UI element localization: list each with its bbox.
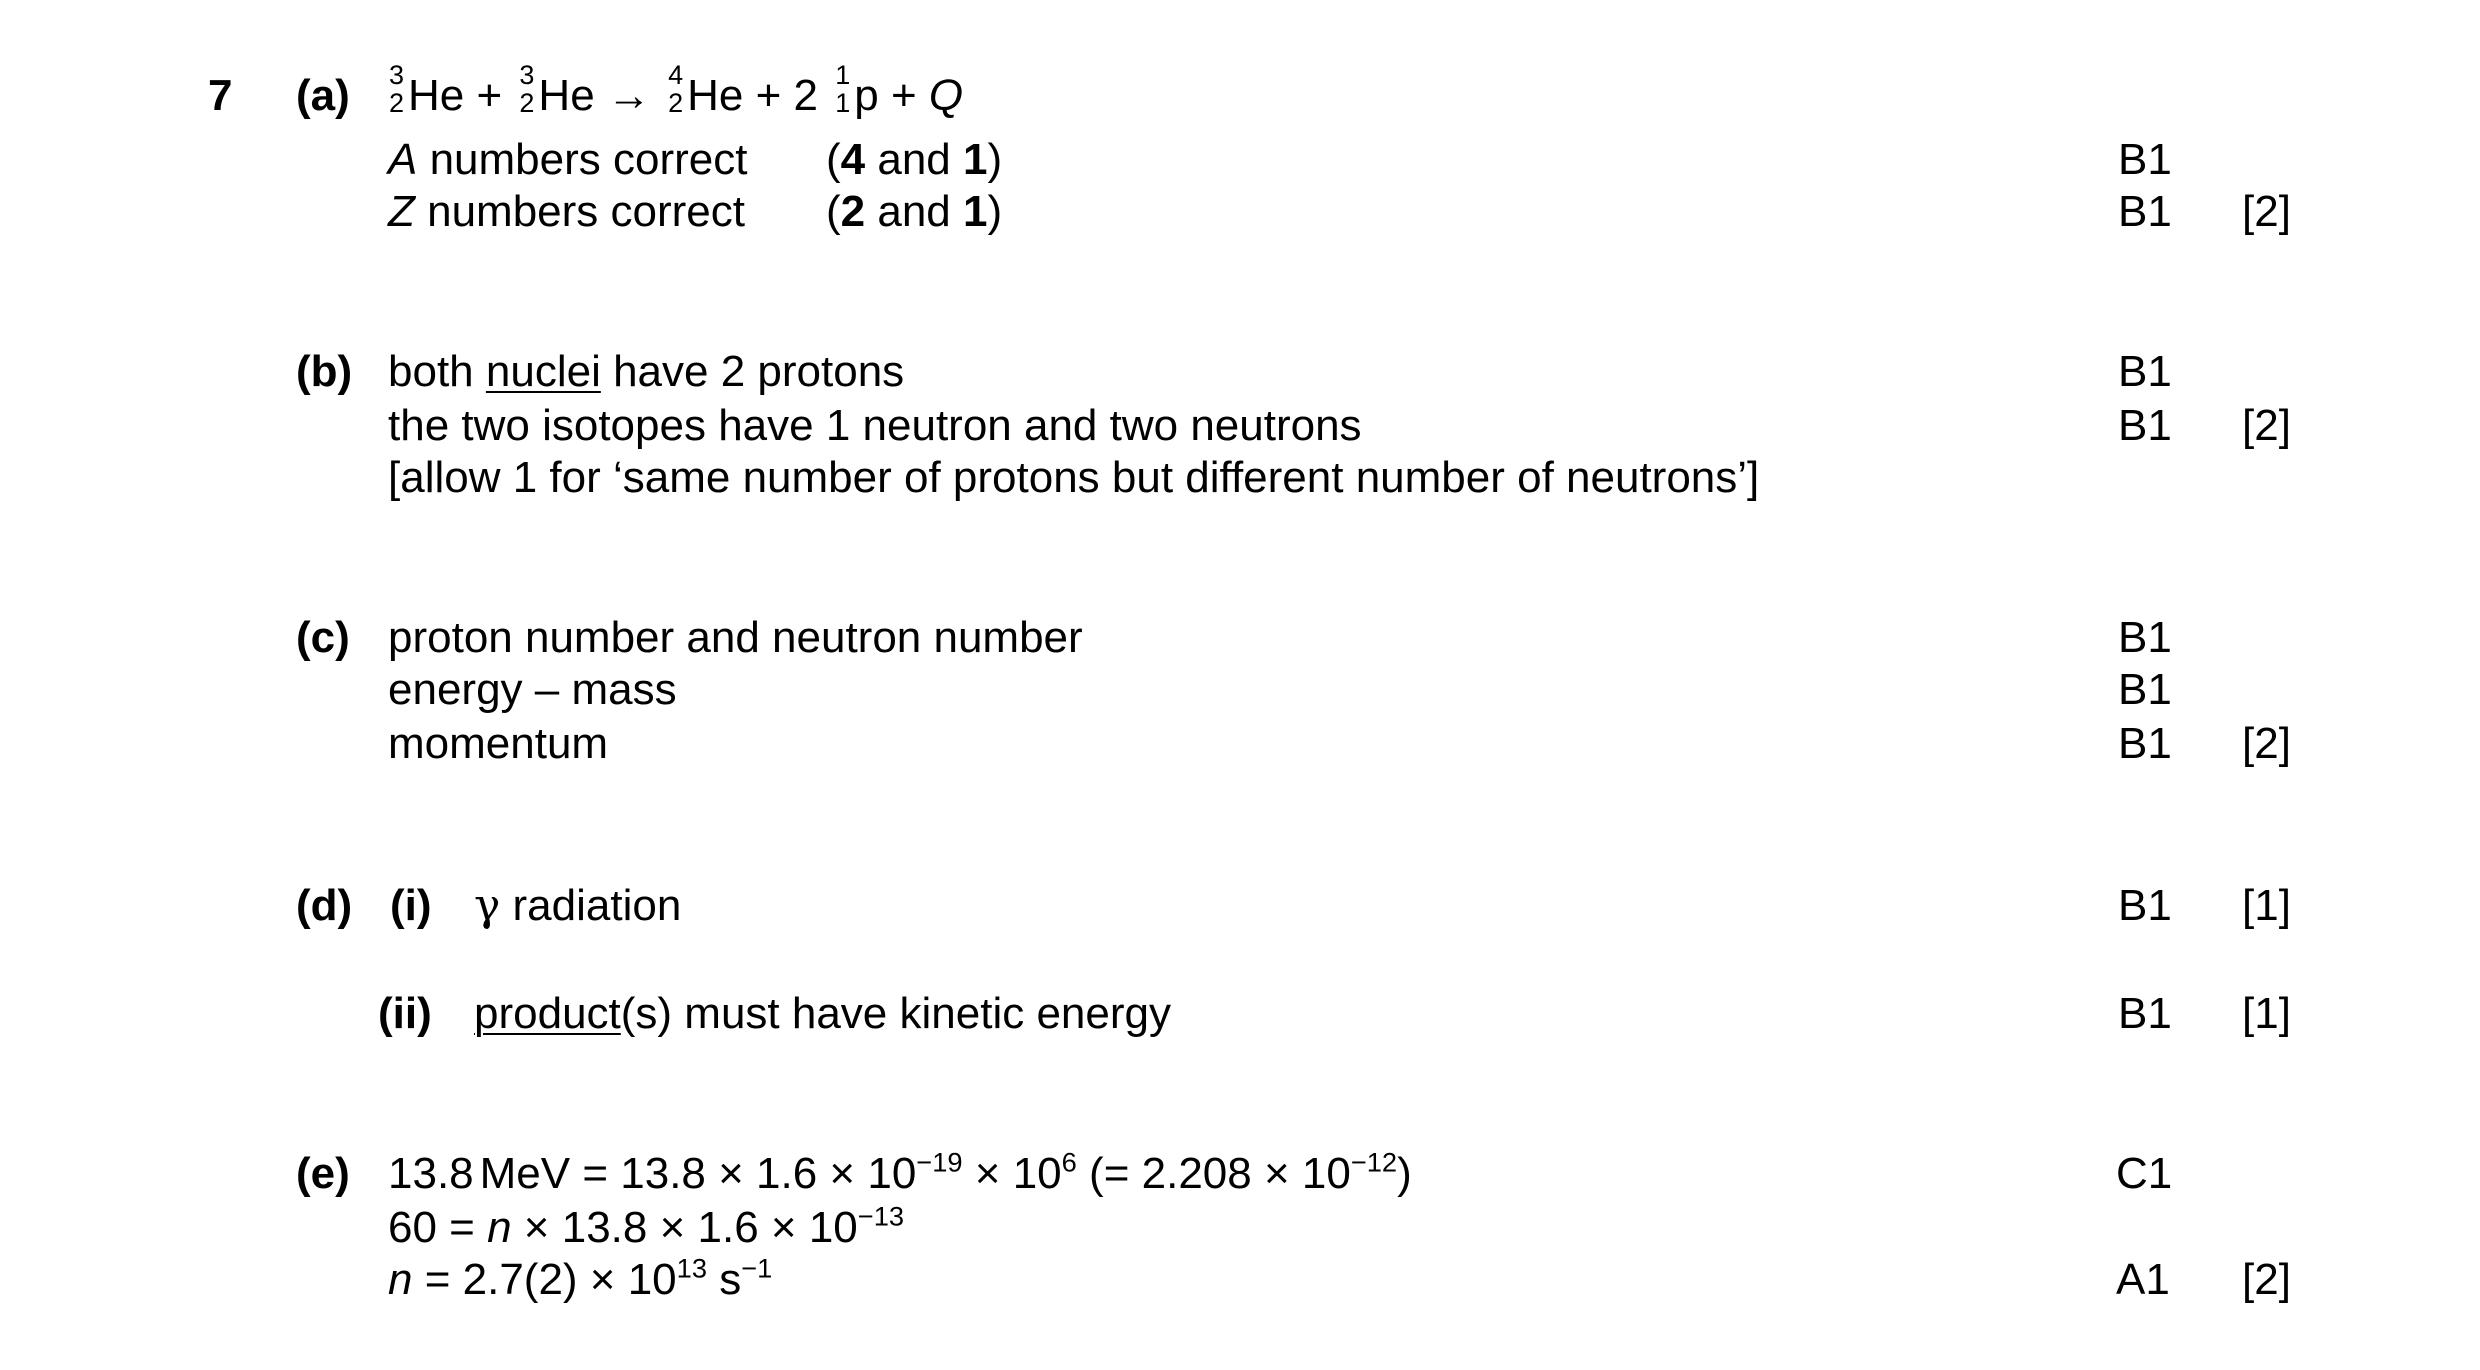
part-d-i-label: (i)	[390, 881, 432, 930]
part-d-ii-label: (ii)	[378, 989, 432, 1038]
reactant2-nuclide: 3 2	[519, 60, 535, 118]
part-b-line1: both nuclei have 2 protons	[388, 347, 905, 396]
part-a-line2: Z numbers correct	[388, 187, 745, 236]
part-b-total: [2]	[2242, 401, 2291, 450]
part-a-line1: A numbers correct	[388, 135, 748, 184]
arrow-symbol: →	[606, 71, 651, 120]
part-d-label: (d)	[296, 881, 353, 930]
part-b-mark-1: B1	[2118, 347, 2172, 396]
part-d-i-mark: B1	[2118, 881, 2172, 930]
part-a-line2-values: (2 and 1)	[826, 187, 1003, 236]
part-e-mark-1: C1	[2116, 1149, 2173, 1198]
part-c-line1: proton number and neutron number	[388, 613, 1083, 662]
part-c-label: (c)	[296, 613, 350, 662]
part-d-ii-total: [1]	[2242, 989, 2291, 1038]
part-c-mark-3: B1	[2118, 719, 2172, 768]
part-c-mark-1: B1	[2118, 613, 2172, 662]
question-number: 7	[208, 71, 233, 120]
nuclear-equation: 3 2 He + 3 2 He → 4 2 He + 2 1 1 p + Q	[384, 70, 963, 122]
part-e-line1: 13.8 MeV = $13.8 \times 1.6 \times 10^{-19} \times 10^6$ (= $2.208 \times 10^{-12}$)	[388, 1146, 1412, 1198]
part-d-ii-mark: B1	[2118, 989, 2172, 1038]
part-a-total: [2]	[2242, 187, 2291, 236]
part-c-line2: energy – mass	[388, 665, 677, 714]
part-b-line2: the two isotopes have 1 neutron and two neutrons	[388, 401, 1362, 450]
product1-nuclide: 4 2	[668, 60, 684, 118]
part-d-i-text: γ radiation	[474, 880, 682, 931]
part-d-ii-text: product(s) must have kinetic energy	[474, 989, 1171, 1038]
part-b-label: (b)	[296, 347, 353, 396]
part-e-total: [2]	[2242, 1255, 2291, 1304]
part-d-i-total: [1]	[2242, 881, 2291, 930]
part-e-line3: $n = 2.7(2) \times 10^{13}$ $s^{-1}$	[388, 1252, 773, 1304]
part-e-label: (e)	[296, 1149, 350, 1198]
reactant1-nuclide: 3 2	[388, 60, 404, 118]
gamma-symbol: γ	[474, 880, 501, 931]
part-b-mark-2: B1	[2118, 401, 2172, 450]
part-c-total: [2]	[2242, 719, 2291, 768]
part-a-label: (a)	[296, 71, 350, 120]
part-c-mark-2: B1	[2118, 665, 2172, 714]
part-a-mark-2: B1	[2118, 187, 2172, 236]
part-b-line3: [allow 1 for ‘same number of protons but different number of neutrons’]	[388, 453, 1760, 502]
part-a-mark-1: B1	[2118, 135, 2172, 184]
part-c-line3: momentum	[388, 719, 609, 768]
proton-nuclide: 1 1	[835, 60, 851, 118]
part-e-mark-2: A1	[2116, 1255, 2170, 1304]
part-a-line1-values: (4 and 1)	[826, 135, 1003, 184]
part-e-line2: $60 = n \times 13.8 \times 1.6 \times 10^{-13}$	[388, 1200, 905, 1252]
